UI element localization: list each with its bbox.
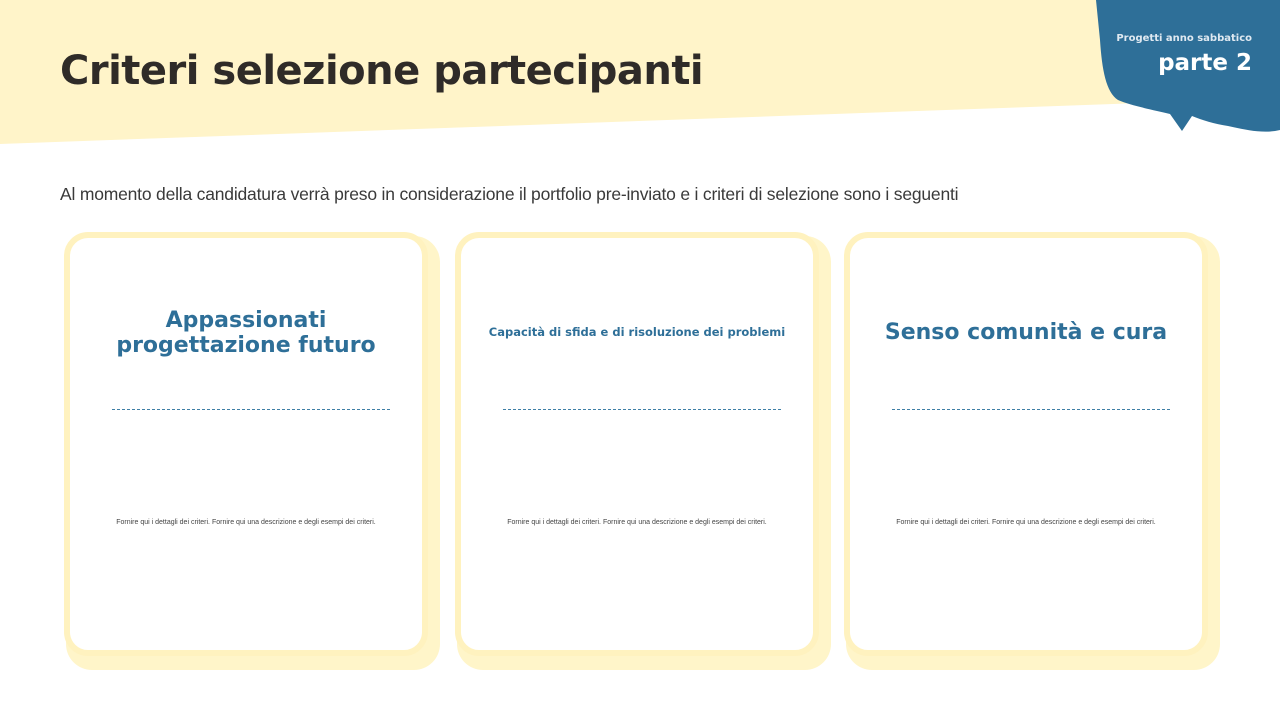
card-description: Fornire qui i dettagli dei criteri. Fornire qui una descrizione e degli esempi dei criteri. bbox=[507, 519, 767, 526]
intro-text: Al momento della candidatura verrà preso in considerazione il portfolio pre-inviato e i criteri di selezione sono i seguenti bbox=[60, 184, 959, 204]
card-body bbox=[844, 232, 1208, 656]
card-divider bbox=[892, 409, 1170, 410]
card-body bbox=[64, 232, 428, 656]
badge-subtitle: Progetti anno sabbatico bbox=[1116, 33, 1252, 44]
card-body bbox=[455, 232, 819, 656]
criteria-card bbox=[842, 230, 1220, 670]
card-description: Fornire qui i dettagli dei criteri. Fornire qui una descrizione e degli esempi dei criteri. bbox=[116, 519, 376, 526]
badge-label: parte 2 bbox=[1158, 50, 1252, 76]
card-title: Senso comunità e cura bbox=[884, 320, 1168, 346]
card-title: Capacità di sfida e di risoluzione dei problemi bbox=[488, 325, 786, 340]
card-divider bbox=[112, 409, 390, 410]
page-title: Criteri selezione partecipanti bbox=[60, 48, 704, 94]
card-description: Fornire qui i dettagli dei criteri. Fornire qui una descrizione e degli esempi dei criteri. bbox=[896, 519, 1156, 526]
card-divider bbox=[503, 409, 781, 410]
criteria-card bbox=[62, 230, 440, 670]
criteria-card bbox=[453, 230, 831, 670]
card-title: Appassionati progettazione futuro bbox=[116, 307, 376, 358]
